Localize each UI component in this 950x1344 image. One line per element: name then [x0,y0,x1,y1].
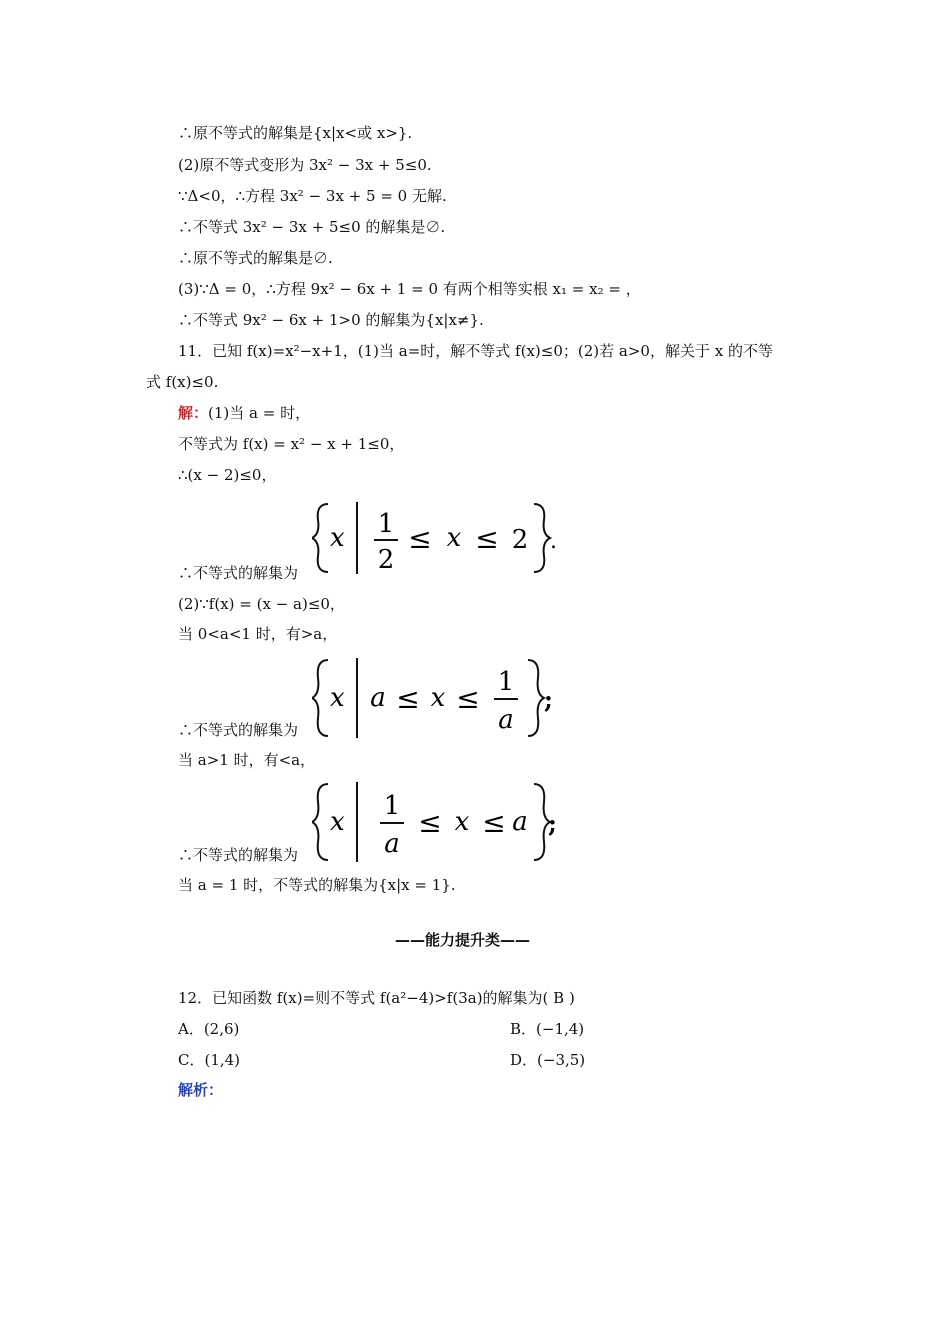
fraction-denominator: 2 [377,545,395,575]
text-line: ∴不等式 3x² − 3x + 5≤0 的解集是∅. [178,218,446,236]
text-line: 当 a = 1 时，不等式的解集为{x|x = 1}. [178,876,456,894]
text-line: (2)原不等式变形为 3x² − 3x + 5≤0. [178,156,432,174]
option-a: A．(2,6) [178,1020,240,1038]
fraction-denominator: a [498,705,514,735]
relation-symbol: ≤ [482,806,506,839]
text-line: 当 a>1 时，有<a， [178,751,316,769]
bound-value: a [370,683,386,713]
solution-set-formula-2 [312,656,562,744]
question-12: 12．已知函数 f(x)=则不等式 f(a²−4)>f(3a)的解集为( B ) [178,989,575,1007]
solution-line [178,403,310,423]
middle-variable: x [446,523,462,553]
punctuation: ; [544,685,553,714]
relation-symbol: ≤ [408,522,432,555]
text-line: ∵Δ<0，∴方程 3x² − 3x + 5 = 0 无解. [178,187,447,205]
text-line: ∴不等式 9x² − 6x + 1>0 的解集为{x|x≠}. [178,311,484,329]
relation-symbol: ≤ [418,806,442,839]
fraction-denominator: a [384,829,400,859]
middle-variable: x [430,683,446,713]
question-11-continued: 式 f(x)≤0. [146,373,219,391]
set-variable: x [330,683,345,713]
solution-set-formula-1 [312,500,562,580]
text-line: ∴原不等式的解集是{x|x<或 x>}. [178,124,413,142]
analysis-label: 解析： [178,1081,224,1099]
section-heading: ——能力提升类—— [395,931,531,949]
text-line: ∴原不等式的解集是∅. [178,249,333,267]
option-c: C．(1,4) [178,1051,241,1069]
bound-value: 2 [511,525,529,555]
option-d: D．(−3,5) [510,1051,586,1069]
fraction-numerator: 1 [497,667,515,697]
fraction-numerator: 1 [383,791,401,821]
solution-label: 解： [178,404,209,422]
text-line: 当 0<a<1 时，有>a， [178,625,338,643]
relation-symbol: ≤ [456,682,480,715]
punctuation: ; [548,809,557,838]
set-variable: x [330,807,345,837]
text-line: (3)∵Δ = 0，∴方程 9x² − 6x + 1 = 0 有两个相等实根 x₁ = x₂ = ， [178,280,641,298]
relation-symbol: ≤ [475,522,499,555]
middle-variable: x [454,807,470,837]
punctuation: . [550,529,557,554]
question-11: 11．已知 f(x)=x²−x+1，(1)当 a=时，解不等式 f(x)≤0；(2)若 a>0，解关于 x 的不等 [178,342,773,360]
text-line: ∴(x − 2)≤0， [178,466,277,484]
text-line: ∴不等式的解集为 [178,846,299,864]
relation-symbol: ≤ [396,682,420,715]
solution-text: (1)当 a = 时， [208,404,311,422]
text-line: (2)∵f(x) = (x − a)≤0， [178,595,345,613]
bound-value: a [512,807,528,837]
option-b: B．(−1,4) [510,1020,585,1038]
set-variable: x [330,523,345,553]
text-line: ∴不等式的解集为 [178,564,299,582]
solution-set-formula-3 [312,780,562,868]
text-line: ∴不等式的解集为 [178,721,299,739]
fraction-numerator: 1 [377,509,395,539]
text-line: 不等式为 f(x) = x² − x + 1≤0， [178,435,405,453]
